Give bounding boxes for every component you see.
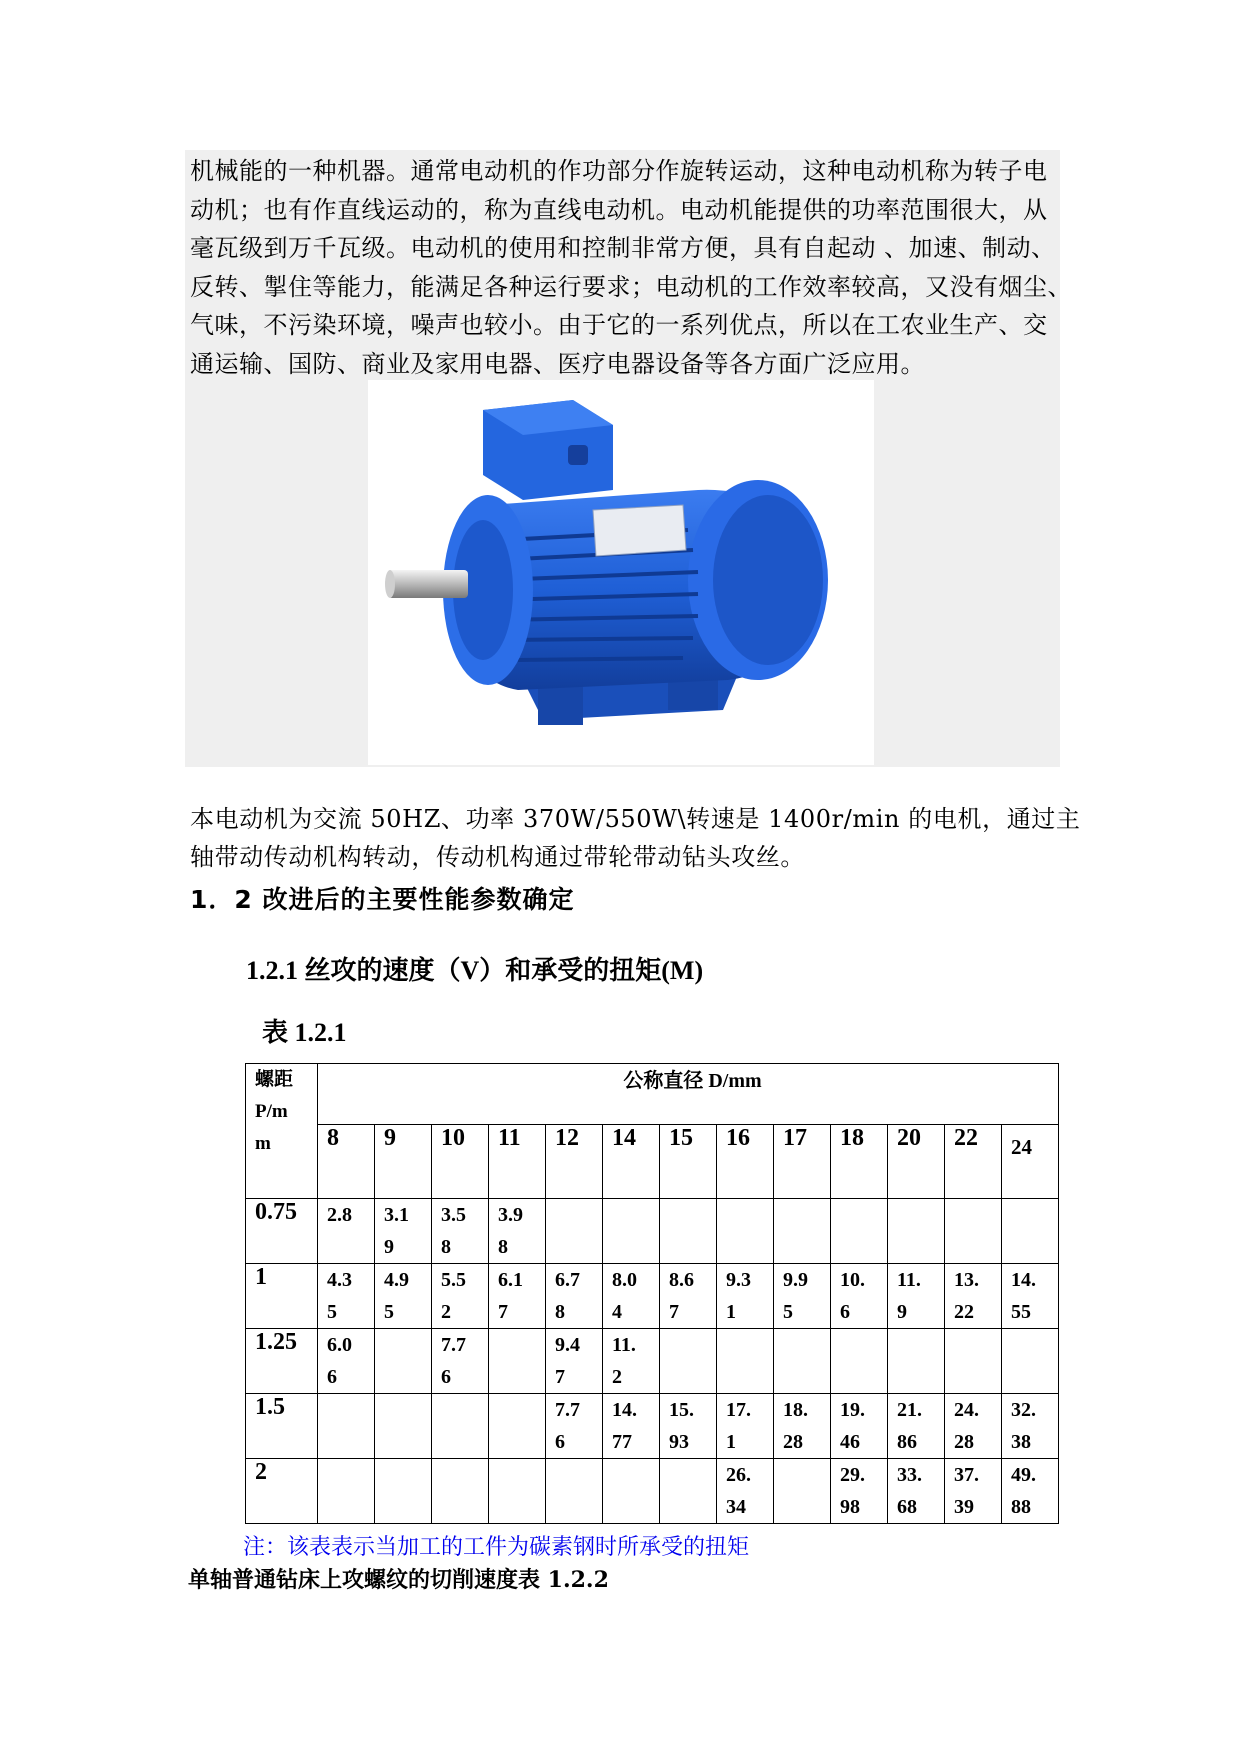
- motor-description-line: 本电动机为交流 50HZ、功率 370W/550W\转速是 1400r/min 的电机，通过主: [190, 805, 1081, 833]
- torque-value-cell: [1002, 1199, 1059, 1264]
- intro-line: 通运输、国防、商业及家用电器、医疗电器设备等各方面广泛应用。: [190, 349, 925, 378]
- diameter-cell: 22: [945, 1125, 1002, 1199]
- torque-value-cell: 8.6 7: [660, 1264, 717, 1329]
- torque-value-cell: [318, 1459, 375, 1524]
- torque-value-cell: [489, 1394, 546, 1459]
- torque-value-cell: 14. 77: [603, 1394, 660, 1459]
- torque-value-cell: [774, 1329, 831, 1394]
- diameter-cell: 11: [489, 1125, 546, 1199]
- table-row: [246, 1394, 1059, 1459]
- torque-value-cell: 6.0 6: [318, 1329, 375, 1394]
- diameter-cell: 14: [603, 1125, 660, 1199]
- diameter-cell: 12: [546, 1125, 603, 1199]
- table-row: [246, 1199, 1059, 1264]
- subsection-heading: 1.2.1 丝攻的速度（V）和承受的扭矩(M): [246, 956, 704, 985]
- torque-value-cell: 24. 28: [945, 1394, 1002, 1459]
- torque-value-cell: 4.3 5: [318, 1264, 375, 1329]
- torque-value-cell: 3.5 8: [432, 1199, 489, 1264]
- pitch-cell: 1.25: [246, 1329, 318, 1394]
- torque-value-cell: 3.1 9: [375, 1199, 432, 1264]
- pitch-header: [246, 1064, 318, 1199]
- electric-motor-image: [368, 380, 874, 765]
- torque-value-cell: 9.9 5: [774, 1264, 831, 1329]
- torque-value-cell: [432, 1459, 489, 1524]
- torque-value-cell: 21. 86: [888, 1394, 945, 1459]
- pitch-cell: 1.5: [246, 1394, 318, 1459]
- pitch-cell: 0.75: [246, 1199, 318, 1264]
- torque-value-cell: 6.1 7: [489, 1264, 546, 1329]
- next-table-caption: 单轴普通钻床上攻螺纹的切削速度表 1.2.2: [188, 1567, 609, 1593]
- diameter-cell: 16: [717, 1125, 774, 1199]
- diameter-cell: 17: [774, 1125, 831, 1199]
- torque-value-cell: 26. 34: [717, 1459, 774, 1524]
- torque-value-cell: 14. 55: [1002, 1264, 1059, 1329]
- intro-line: 反转、掣住等能力，能满足各种运行要求；电动机的工作效率较高，又没有烟尘、: [190, 272, 1072, 301]
- torque-value-cell: 37. 39: [945, 1459, 1002, 1524]
- diameter-cell: 24: [1002, 1125, 1059, 1199]
- intro-line: 机械能的一种机器。通常电动机的作功部分作旋转运动，这种电动机称为转子电: [190, 157, 1048, 185]
- torque-value-cell: [375, 1329, 432, 1394]
- torque-value-cell: [603, 1459, 660, 1524]
- torque-value-cell: [375, 1459, 432, 1524]
- motor-description-line: 轴带动传动机构转动，传动机构通过带轮带动钻头攻丝。: [190, 843, 805, 871]
- torque-value-cell: [660, 1329, 717, 1394]
- diameter-header: 公称直径 D/mm: [318, 1064, 1059, 1125]
- torque-value-cell: 29. 98: [831, 1459, 888, 1524]
- table-row: [246, 1329, 1059, 1394]
- torque-value-cell: 5.5 2: [432, 1264, 489, 1329]
- torque-value-cell: [546, 1459, 603, 1524]
- intro-line: 动机；也有作直线运动的，称为直线电动机。电动机能提供的功率范围很大，从: [190, 195, 1048, 224]
- diameter-cell: 15: [660, 1125, 717, 1199]
- pitch-cell: 1: [246, 1264, 318, 1329]
- torque-value-cell: [1002, 1329, 1059, 1394]
- torque-value-cell: 17. 1: [717, 1394, 774, 1459]
- torque-value-cell: 7.7 6: [546, 1394, 603, 1459]
- torque-value-cell: 19. 46: [831, 1394, 888, 1459]
- intro-paragraph: [190, 152, 1072, 383]
- diameter-cell: 9: [375, 1125, 432, 1199]
- torque-value-cell: [888, 1199, 945, 1264]
- torque-value-cell: [546, 1199, 603, 1264]
- diameter-cell: 10: [432, 1125, 489, 1199]
- torque-value-cell: [603, 1199, 660, 1264]
- torque-value-cell: 9.3 1: [717, 1264, 774, 1329]
- torque-value-cell: 7.7 6: [432, 1329, 489, 1394]
- intro-line: 毫瓦级到万千瓦级。电动机的使用和控制非常方便，具有自起动 、加速、制动、: [190, 234, 1056, 262]
- torque-value-cell: [774, 1459, 831, 1524]
- torque-value-cell: [945, 1329, 1002, 1394]
- torque-value-cell: [432, 1394, 489, 1459]
- torque-value-cell: 49. 88: [1002, 1459, 1059, 1524]
- torque-value-cell: [318, 1394, 375, 1459]
- table-row: [246, 1459, 1059, 1524]
- torque-table: [245, 1063, 1059, 1524]
- diameter-row: [246, 1125, 1059, 1199]
- torque-value-cell: [489, 1329, 546, 1394]
- torque-value-cell: 3.9 8: [489, 1199, 546, 1264]
- torque-value-cell: 10. 6: [831, 1264, 888, 1329]
- torque-value-cell: [945, 1199, 1002, 1264]
- torque-value-cell: 18. 28: [774, 1394, 831, 1459]
- torque-value-cell: [831, 1199, 888, 1264]
- torque-value-cell: 13. 22: [945, 1264, 1002, 1329]
- torque-value-cell: [888, 1329, 945, 1394]
- torque-value-cell: 2.8: [318, 1199, 375, 1264]
- pitch-header-label: 螺距 P/m m: [255, 1069, 294, 1154]
- torque-value-cell: [660, 1199, 717, 1264]
- torque-value-cell: 33. 68: [888, 1459, 945, 1524]
- intro-line: 气味，不污染环境，噪声也较小。由于它的一系列优点，所以在工农业生产、交: [190, 311, 1048, 339]
- torque-value-cell: [831, 1329, 888, 1394]
- pitch-cell: 2: [246, 1459, 318, 1524]
- torque-value-cell: [660, 1459, 717, 1524]
- torque-value-cell: 4.9 5: [375, 1264, 432, 1329]
- diameter-cell: 20: [888, 1125, 945, 1199]
- table-caption: 表 1.2.1: [262, 1018, 347, 1047]
- table-note: 注：该表表示当加工的工件为碳素钢时所承受的扭矩: [243, 1535, 750, 1560]
- torque-value-cell: 6.7 8: [546, 1264, 603, 1329]
- diameter-cell: 18: [831, 1125, 888, 1199]
- diameter-cell: 8: [318, 1125, 375, 1199]
- torque-value-cell: 8.0 4: [603, 1264, 660, 1329]
- torque-value-cell: [489, 1459, 546, 1524]
- table-row: [246, 1264, 1059, 1329]
- torque-value-cell: 11. 9: [888, 1264, 945, 1329]
- torque-value-cell: 9.4 7: [546, 1329, 603, 1394]
- torque-value-cell: 15. 93: [660, 1394, 717, 1459]
- section-heading: 1．2 改进后的主要性能参数确定: [190, 885, 575, 914]
- motor-description: [190, 800, 1081, 876]
- torque-value-cell: 11. 2: [603, 1329, 660, 1394]
- torque-value-cell: [717, 1329, 774, 1394]
- torque-value-cell: [717, 1199, 774, 1264]
- torque-value-cell: [774, 1199, 831, 1264]
- torque-value-cell: [375, 1394, 432, 1459]
- torque-value-cell: 32. 38: [1002, 1394, 1059, 1459]
